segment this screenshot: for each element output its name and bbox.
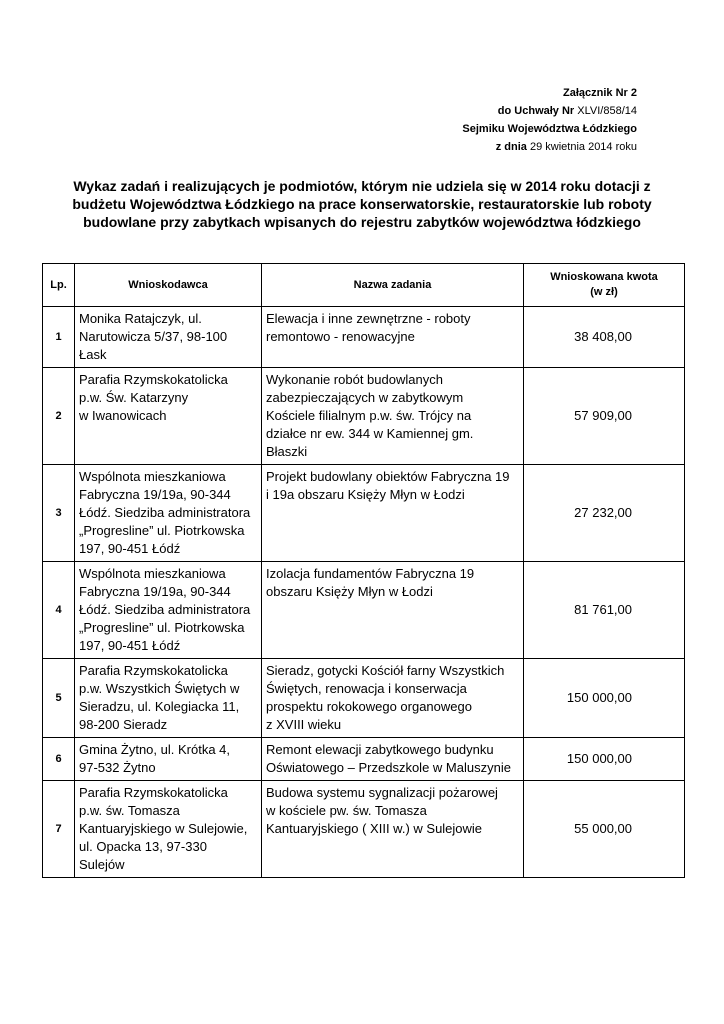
row-applicant xyxy=(75,307,262,368)
row-amount: 81 761,00 xyxy=(524,562,685,659)
row-task xyxy=(262,781,524,878)
applicant-line: Monika Ratajczyk, ul. xyxy=(79,311,202,326)
applicant-line: ul. Opacka 13, 97-330 xyxy=(79,839,207,854)
task-line: i 19a obszaru Księży Młyn w Łodzi xyxy=(266,487,465,502)
table-row xyxy=(43,738,685,781)
applicant-line: „Progresline” ul. Piotrkowska xyxy=(79,523,245,538)
task-line: Sieradz, gotycki Kościół farny Wszystkich xyxy=(266,663,505,678)
table-header-row xyxy=(43,264,685,307)
applicant-line: Parafia Rzymskokatolicka xyxy=(79,663,228,678)
attachment-header xyxy=(462,84,637,156)
task-line: Izolacja fundamentów Fabryczna 19 xyxy=(266,566,475,581)
applicant-line: Sieradzu, ul. Kolegiacka 11, xyxy=(79,699,240,714)
applicant-line: Wspólnota mieszkaniowa xyxy=(79,566,226,581)
task-line: prospektu rokokowego organowego xyxy=(266,699,472,714)
row-applicant xyxy=(75,781,262,878)
assembly-name: Sejmiku Województwa Łódzkiego xyxy=(462,123,637,135)
header-applicant: Wnioskodawca xyxy=(75,264,262,307)
applicant-line: 98-200 Sieradz xyxy=(79,717,168,732)
row-applicant xyxy=(75,738,262,781)
row-amount: 38 408,00 xyxy=(524,307,685,368)
table-row xyxy=(43,465,685,562)
applicant-line: Parafia Rzymskokatolicka xyxy=(79,785,228,800)
row-amount: 57 909,00 xyxy=(524,368,685,465)
row-applicant xyxy=(75,465,262,562)
applicant-line: w Iwanowicach xyxy=(79,408,167,423)
task-line: Świętych, renowacja i konserwacja xyxy=(266,681,467,696)
task-line: Błaszki xyxy=(266,444,308,459)
task-line: remontowo - renowacyjne xyxy=(266,329,415,344)
row-lp: 5 xyxy=(43,659,75,738)
applicant-line: 97-532 Żytno xyxy=(79,760,156,775)
task-line: Wykonanie robót budowlanych xyxy=(266,372,443,387)
row-lp: 3 xyxy=(43,465,75,562)
row-applicant xyxy=(75,562,262,659)
applicant-line: Fabryczna 19/19a, 90-344 xyxy=(79,584,231,599)
task-line: obszaru Księży Młyn w Łodzi xyxy=(266,584,433,599)
task-line: Budowa systemu sygnalizacji pożarowej xyxy=(266,785,498,800)
task-line: Kantuaryjskiego ( XIII w.) w Sulejowie xyxy=(266,821,483,836)
applicant-line: Łask xyxy=(79,347,107,362)
table-row xyxy=(43,781,685,878)
tasks-table xyxy=(42,263,685,878)
applicant-line: Wspólnota mieszkaniowa xyxy=(79,469,226,484)
applicant-line: Fabryczna 19/19a, 90-344 xyxy=(79,487,231,502)
table-row xyxy=(43,307,685,368)
task-line: działce nr ew. 344 w Kamiennej gm. xyxy=(266,426,474,441)
resolution-number: do Uchwały Nr XLVI/858/14 xyxy=(497,105,637,117)
task-line: w kościele pw. św. Tomasza xyxy=(266,803,427,818)
task-line: Remont elewacji zabytkowego budynku xyxy=(266,742,494,757)
task-line: Projekt budowlany obiektów Fabryczna 19 xyxy=(266,469,510,484)
row-task xyxy=(262,562,524,659)
row-amount: 150 000,00 xyxy=(524,738,685,781)
applicant-line: „Progresline” ul. Piotrkowska xyxy=(79,620,245,635)
row-lp: 2 xyxy=(43,368,75,465)
row-lp: 7 xyxy=(43,781,75,878)
task-line: z XVIII wieku xyxy=(266,717,342,732)
table-row xyxy=(43,659,685,738)
row-lp: 1 xyxy=(43,307,75,368)
row-task xyxy=(262,368,524,465)
row-task xyxy=(262,465,524,562)
row-applicant xyxy=(75,659,262,738)
applicant-line: p.w. Wszystkich Świętych w xyxy=(79,681,240,696)
row-lp: 4 xyxy=(43,562,75,659)
applicant-line: p.w. Św. Katarzyny xyxy=(79,390,189,405)
row-amount: 27 232,00 xyxy=(524,465,685,562)
table-row xyxy=(43,562,685,659)
applicant-line: Łódź. Siedziba administratora xyxy=(79,602,251,617)
resolution-date: z dnia 29 kwietnia 2014 roku xyxy=(495,141,637,153)
applicant-line: Kantuaryjskiego w Sulejowie, xyxy=(79,821,248,836)
row-applicant xyxy=(75,368,262,465)
applicant-line: Narutowicza 5/37, 98-100 xyxy=(79,329,228,344)
task-line: Elewacja i inne zewnętrzne - roboty xyxy=(266,311,471,326)
row-lp: 6 xyxy=(43,738,75,781)
task-line: zabezpieczających w zabytkowym xyxy=(266,390,464,405)
document-title: Wykaz zadań i realizujących je podmiotów, którym nie udziela się w 2014 roku dotacji z budżetu Województwa Łódzkiego na prace konserwatorskie, restauratorskie lub roboty budowlane przy zabytkach wpisanych do rejestru zabytków województwa łódzkiego xyxy=(72,178,652,230)
applicant-line: Gmina Żytno, ul. Krótka 4, xyxy=(79,742,231,757)
task-line: Oświatowego – Przedszkole w Maluszynie xyxy=(266,760,511,775)
row-task xyxy=(262,738,524,781)
applicant-line: 197, 90-451 Łódź xyxy=(79,541,181,556)
row-task xyxy=(262,307,524,368)
row-task xyxy=(262,659,524,738)
applicant-line: 197, 90-451 Łódź xyxy=(79,638,181,653)
attachment-number: Załącznik Nr 2 xyxy=(563,87,637,99)
row-amount: 150 000,00 xyxy=(524,659,685,738)
row-amount: 55 000,00 xyxy=(524,781,685,878)
header-amount: Wnioskowana kwota (w zł) xyxy=(524,264,685,307)
header-task: Nazwa zadania xyxy=(262,264,524,307)
task-line: Kościele filialnym p.w. św. Trójcy na xyxy=(266,408,472,423)
applicant-line: p.w. św. Tomasza xyxy=(79,803,180,818)
applicant-line: Parafia Rzymskokatolicka xyxy=(79,372,228,387)
table-row xyxy=(43,368,685,465)
applicant-line: Sulejów xyxy=(79,857,125,872)
header-lp: Lp. xyxy=(43,264,75,307)
applicant-line: Łódź. Siedziba administratora xyxy=(79,505,251,520)
